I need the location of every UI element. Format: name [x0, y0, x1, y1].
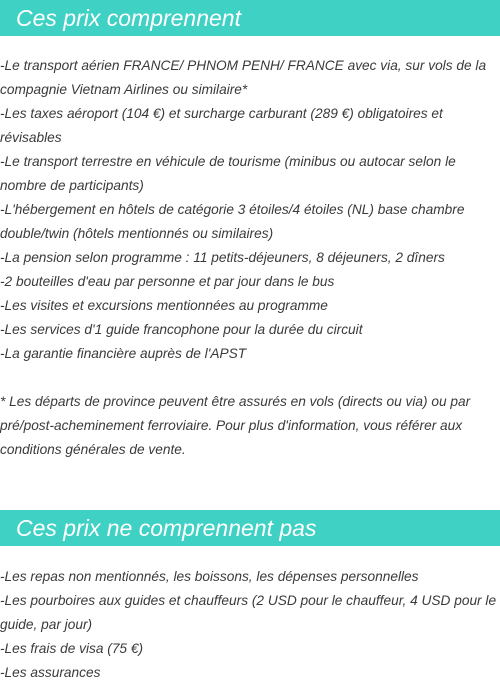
excluded-item: -Les repas non mentionnés, les boissons, les dépenses personnelles [0, 569, 419, 584]
included-section-header [0, 0, 500, 36]
included-item: -Le transport aérien FRANCE/ PHNOM PENH/ FRANCE avec via, sur vols de la compagnie Vietnam Airlines ou similaire* [0, 58, 487, 97]
excluded-item: -Les pourboires aux guides et chauffeurs (2 USD pour le chauffeur, 4 USD pour le guide, par jour) [0, 593, 497, 632]
included-item: -Les taxes aéroport (104 €) et surcharge carburant (289 €) obligatoires et révisables [0, 106, 443, 145]
included-item: -La garantie financière auprès de l'APST [0, 346, 247, 361]
included-item: -Le transport terrestre en véhicule de tourisme (minibus ou autocar selon le nombre de participants) [0, 154, 456, 193]
excluded-item: -Les assurances [0, 665, 101, 680]
included-item: -Les services d'1 guide francophone pour la durée du circuit [0, 322, 363, 337]
included-item: -L'hébergement en hôtels de catégorie 3 étoiles/4 étoiles (NL) base chambre double/twin (hôtels mentionnés ou similaires) [0, 202, 465, 241]
included-item: -La pension selon programme : 11 petits-déjeuners, 8 déjeuners, 2 dîners [0, 250, 445, 265]
excluded-item: -Les frais de visa (75 €) [0, 641, 144, 656]
included-item: -Les visites et excursions mentionnées au programme [0, 298, 328, 313]
included-items-list [0, 54, 498, 366]
included-section-title: Ces prix comprennent [16, 5, 241, 31]
excluded-section-title: Ces prix ne comprennent pas [16, 515, 317, 541]
excluded-items-list [0, 565, 498, 685]
excluded-section-header [0, 510, 500, 546]
departure-note: * Les départs de province peuvent être assurés en vols (directs ou via) ou par pré/post-acheminement ferroviaire. Pour plus d'information, vous référer aux conditions générales de vente. [0, 394, 471, 457]
included-item: -2 bouteilles d'eau par personne et par jour dans le bus [0, 274, 335, 289]
